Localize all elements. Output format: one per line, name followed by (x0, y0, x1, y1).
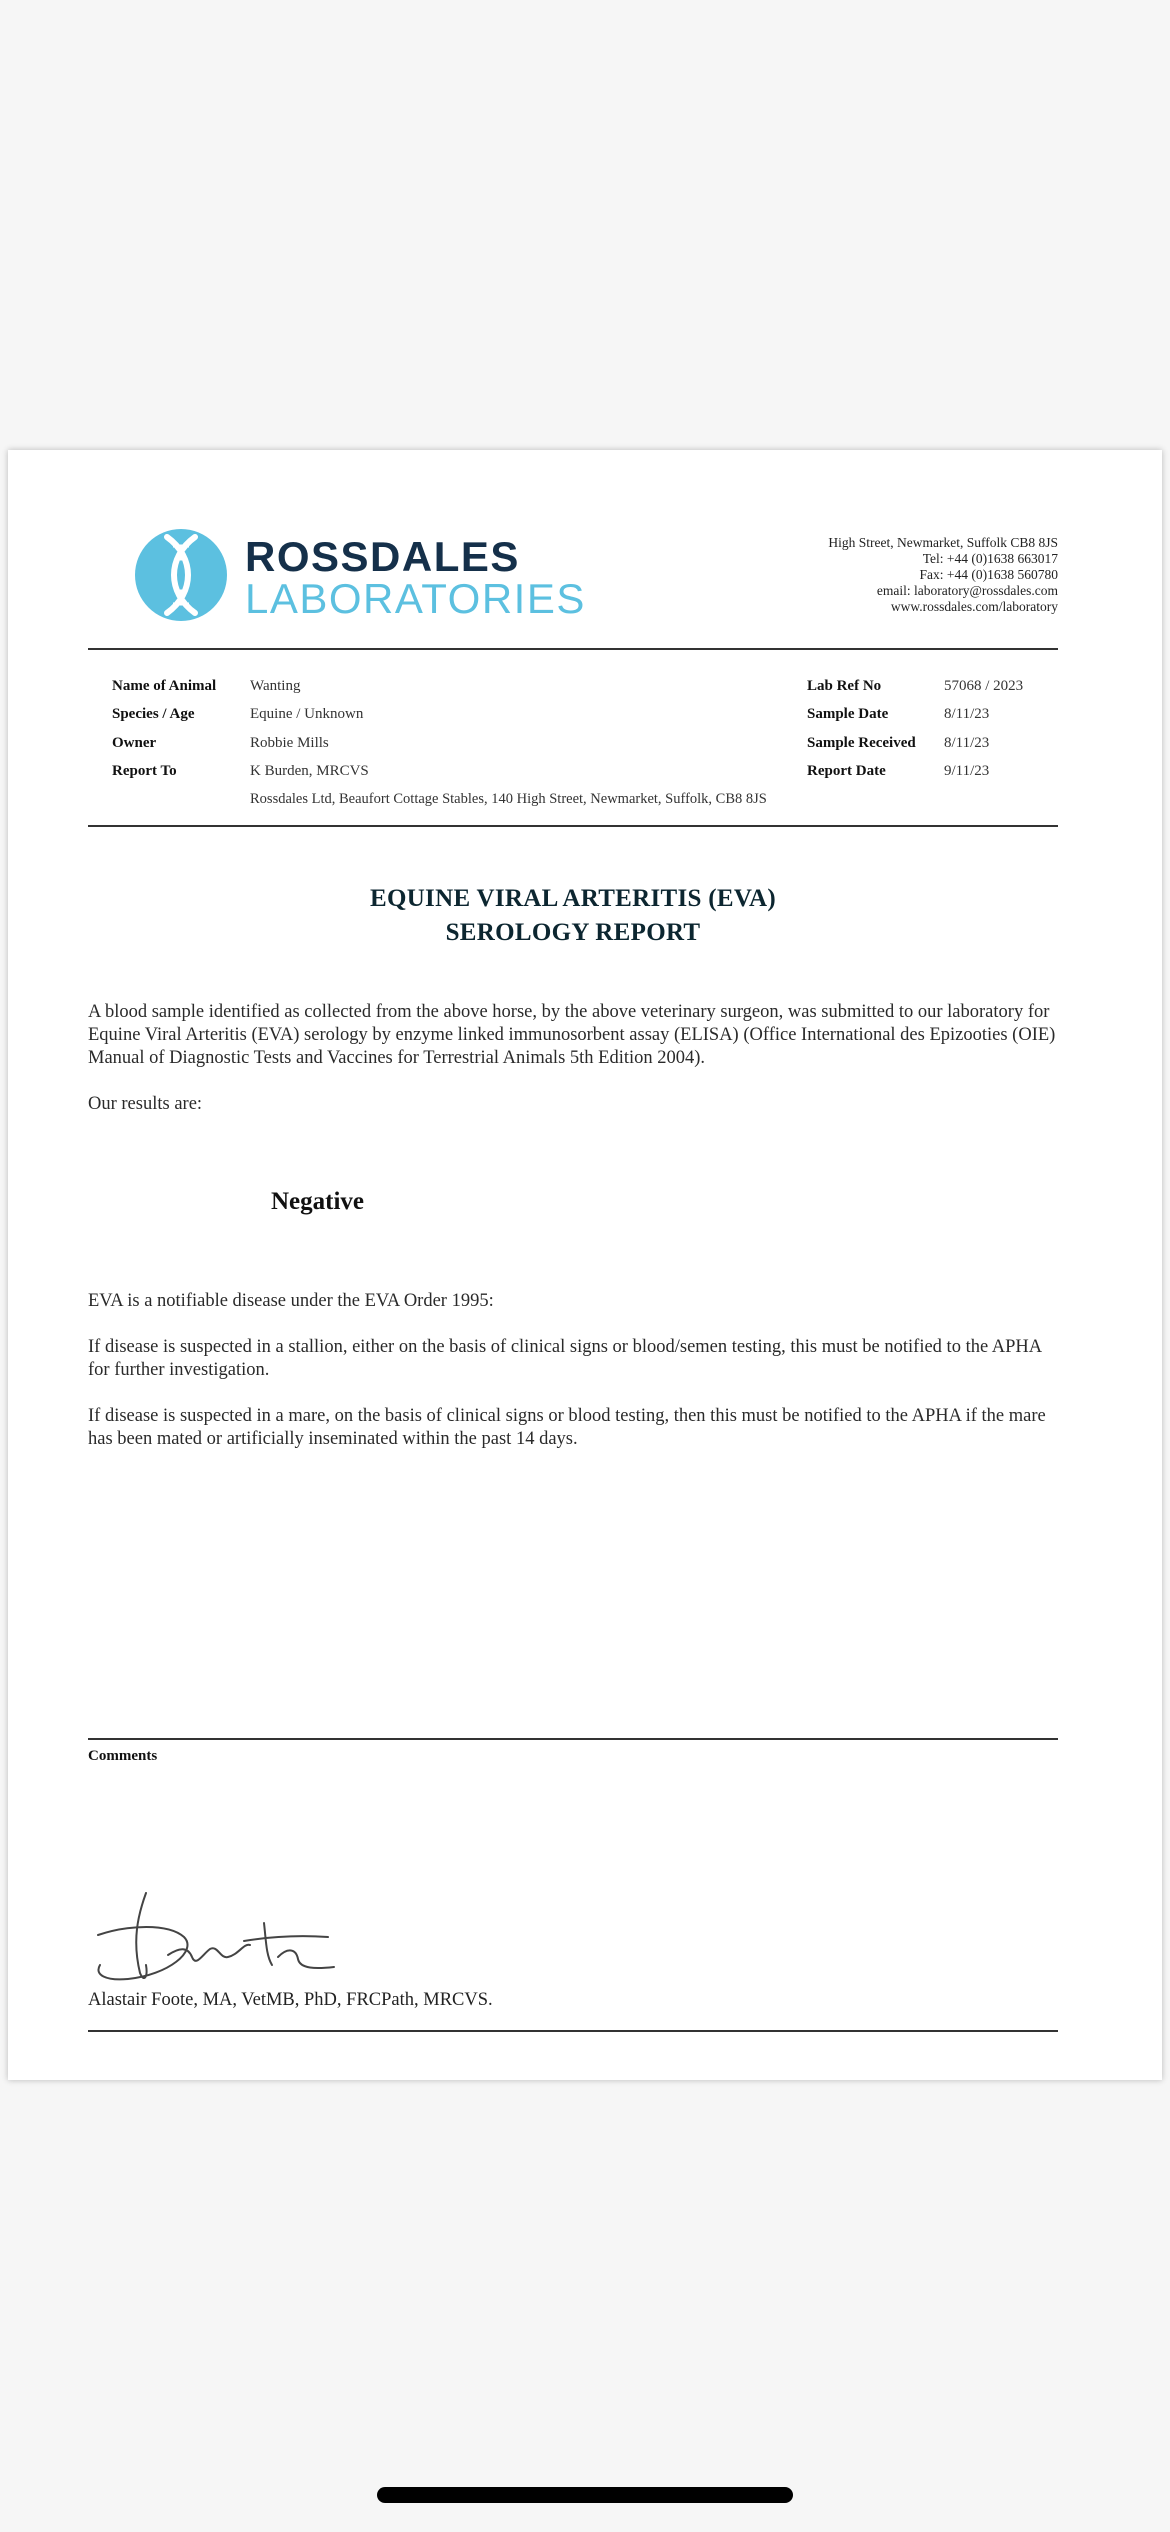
report-page (8, 450, 1162, 2080)
dna-helix-icon (133, 527, 229, 623)
report-date-label: Report Date (807, 763, 886, 779)
logo-wordmark-rossdales: ROSSDALES (245, 533, 520, 580)
sample-date-label: Sample Date (807, 706, 889, 722)
report-to-address: Rossdales Ltd, Beaufort Cottage Stables, 140 High Street, Newmarket, Suffolk, CB8 8JS (250, 791, 767, 807)
lab-ref-value: 57068 / 2023 (944, 678, 1024, 694)
lab-ref-label: Lab Ref No (807, 678, 882, 694)
report-title-line1: EQUINE VIRAL ARTERITIS (EVA) (369, 885, 777, 912)
comments-label: Comments (88, 1748, 158, 1764)
report-title (88, 882, 1058, 950)
report-date-value: 9/11/23 (944, 763, 990, 779)
species-age-label: Species / Age (112, 706, 195, 722)
species-age-value: Equine / Unknown (250, 706, 364, 722)
lab-address-block (828, 535, 1058, 615)
signatory-name: Alastair Foote, MA, VetMB, PhD, FRCPath, MRCVS. (88, 1990, 493, 2010)
owner-label: Owner (112, 735, 157, 751)
owner-value: Robbie Mills (250, 735, 329, 751)
address-tel: Tel: +44 (0)1638 663017 (922, 551, 1058, 566)
header-divider (88, 648, 1058, 650)
signature-image (88, 1885, 348, 1995)
address-street: High Street, Newmarket, Suffolk CB8 8JS (828, 535, 1058, 550)
stallion-note: If disease is suspected in a stallion, either on the basis of clinical signs or blood/semen testing, this must be notified to the APHA for further investigation. (88, 1337, 1042, 1380)
sample-received-value: 8/11/23 (944, 735, 990, 751)
address-fax: Fax: +44 (0)1638 560780 (919, 567, 1058, 582)
sample-date-value: 8/11/23 (944, 706, 990, 722)
name-of-animal-label: Name of Animal (112, 678, 217, 694)
comments-divider (88, 1738, 1058, 1740)
footer-divider (88, 2030, 1058, 2032)
name-of-animal-value: Wanting (250, 678, 301, 694)
mare-note: If disease is suspected in a mare, on the basis of clinical signs or blood testing, then this must be notified to the APHA if the mare has been mated or artificially inseminated within the past 14 days. (88, 1406, 1046, 1449)
report-content (88, 450, 1058, 2080)
test-result: Negative (271, 1188, 365, 1215)
home-indicator[interactable] (377, 2487, 793, 2503)
address-web: www.rossdales.com/laboratory (890, 599, 1058, 614)
address-email: email: laboratory@rossdales.com (876, 583, 1058, 598)
notifiable-statement: EVA is a notifiable disease under the EVA Order 1995: (88, 1291, 494, 1311)
intro-paragraph: A blood sample identified as collected from the above horse, by the above veterinary surgeon, was submitted to our laboratory for Equine Viral Arteritis (EVA) serology by enzyme linked immunosorbent assay (ELISA) (Office International des Epizooties (OIE) Manual of Diagnostic Tests and Vaccines for Terrestrial Animals 5th Edition 2004). (88, 1002, 1056, 1068)
report-to-label: Report To (112, 763, 177, 779)
report-to-value: K Burden, MRCVS (250, 763, 369, 779)
sample-received-label: Sample Received (807, 735, 916, 751)
results-intro: Our results are: (88, 1094, 203, 1114)
details-divider (88, 825, 1058, 827)
report-title-line2: SEROLOGY REPORT (445, 919, 701, 946)
rossdales-logo (133, 525, 593, 625)
logo-wordmark-laboratories: LABORATORIES (245, 575, 586, 622)
